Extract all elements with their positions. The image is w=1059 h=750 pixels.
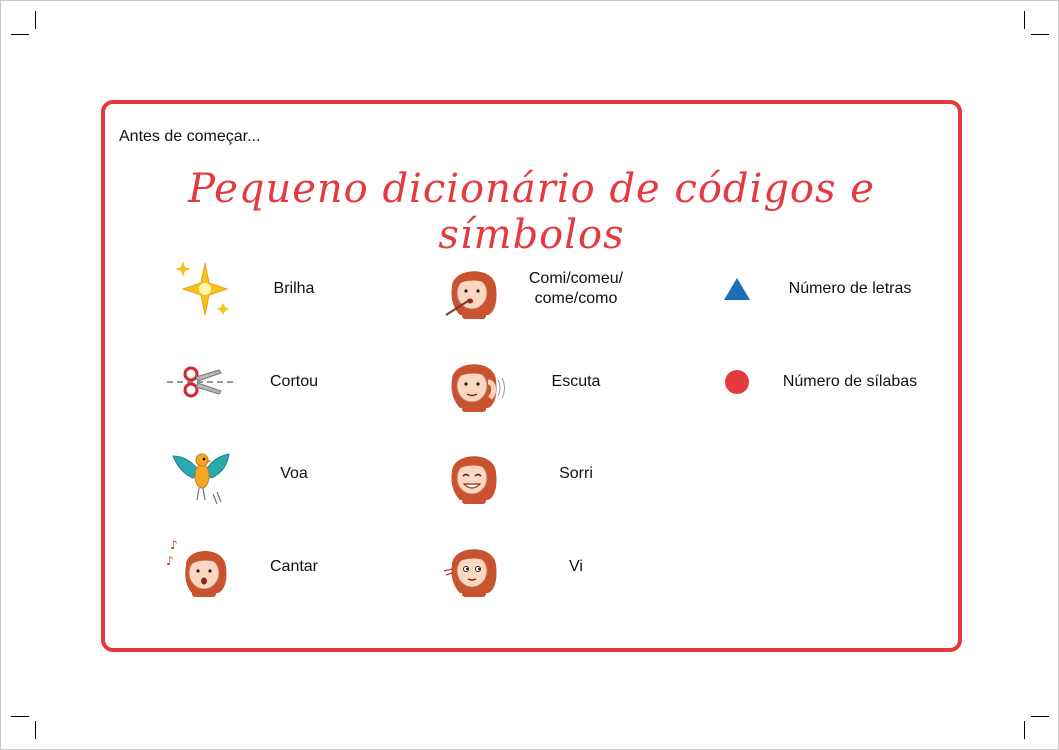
listening-girl-icon — [435, 352, 511, 412]
entry-label: Comi/comeu/ come/como — [528, 270, 624, 307]
entry-label: Brilha — [273, 280, 315, 297]
crop-mark — [1031, 34, 1049, 35]
singing-girl-icon — [163, 537, 239, 597]
crop-mark — [1024, 721, 1025, 739]
crop-mark — [35, 11, 36, 29]
entry-numero-letras — [699, 259, 925, 319]
dictionary-card — [101, 100, 962, 652]
crop-mark — [11, 34, 29, 35]
svg-text:♪: ♪ — [170, 538, 178, 552]
entry-label: Sorri — [559, 465, 593, 482]
page-title: Pequeno dicionário de códigos e símbolos — [188, 166, 875, 258]
entry-voa — [163, 444, 349, 504]
smiling-girl-icon — [435, 444, 511, 504]
entry-label: Vi — [569, 558, 583, 575]
entry-label: Número de sílabas — [782, 373, 918, 390]
entry-sorri — [435, 444, 641, 504]
crop-mark — [1024, 11, 1025, 29]
entry-label: Cantar — [269, 558, 319, 575]
crop-mark — [35, 721, 36, 739]
bird-icon — [163, 444, 239, 504]
entry-cantar — [163, 537, 349, 597]
entry-brilha — [163, 259, 349, 319]
sparkle-icon — [163, 259, 239, 319]
intro-text: Antes de começar... — [119, 128, 261, 145]
entry-label: Escuta — [551, 373, 601, 390]
triangle-icon — [699, 259, 775, 319]
eating-girl-icon — [435, 259, 511, 319]
entry-escuta — [435, 352, 641, 412]
svg-text:♪: ♪ — [166, 554, 174, 568]
circle-icon — [699, 352, 775, 412]
entry-label: Cortou — [269, 373, 319, 390]
entry-label: Voa — [280, 465, 308, 482]
entry-numero-silabas — [699, 352, 925, 412]
crop-mark — [1031, 716, 1049, 717]
entry-cortou — [163, 352, 349, 412]
entry-vi — [435, 537, 641, 597]
looking-girl-icon — [435, 537, 511, 597]
entry-comer — [435, 259, 641, 319]
scissors-icon — [163, 352, 239, 412]
entry-label: Número de letras — [788, 280, 912, 297]
crop-mark — [11, 716, 29, 717]
